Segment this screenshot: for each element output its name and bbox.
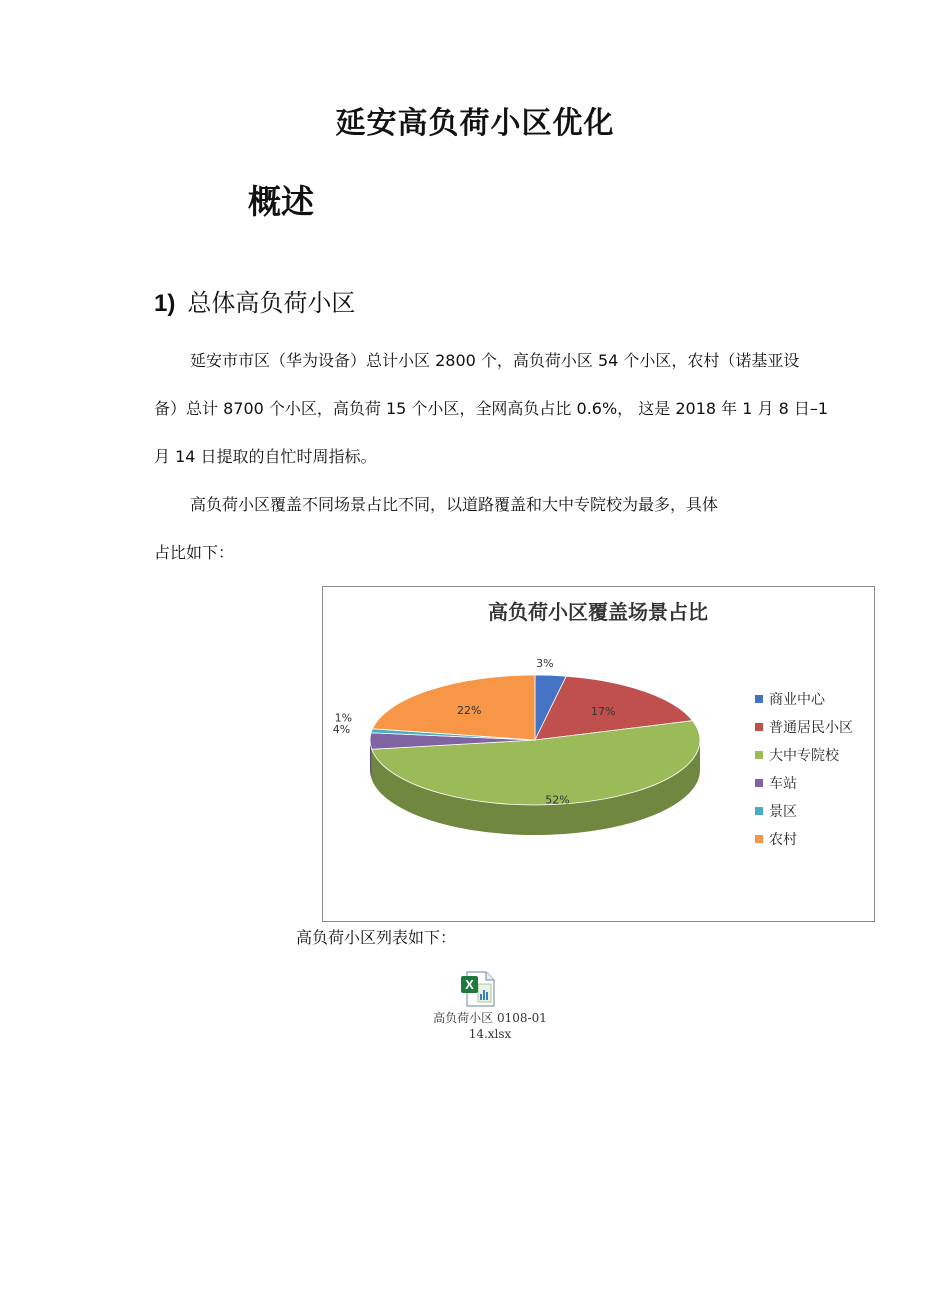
paragraph-line: 延安市市区（华为设备）总计小区 2800 个，高负荷小区 54 个小区，农村（诺基亚设 bbox=[190, 351, 800, 370]
subsection-heading bbox=[154, 283, 355, 318]
data-label: 22% bbox=[457, 704, 482, 718]
attachment-filename-line2: 14.xlsx bbox=[468, 1027, 512, 1041]
pie-chart bbox=[322, 586, 875, 922]
pie-chart-svg bbox=[323, 587, 874, 921]
legend-swatch bbox=[755, 835, 763, 843]
table-caption: 高负荷小区列表如下： bbox=[296, 928, 457, 947]
section-heading: 概述 bbox=[248, 182, 314, 221]
data-label: 52% bbox=[545, 793, 570, 807]
paragraph-line: 备）总计 8700 个小区，高负荷 15 个小区，全网高负占比 0.6%， 这是 2018 年 1 月 8 日–1 bbox=[154, 399, 829, 418]
legend-label: 车站 bbox=[769, 776, 797, 792]
data-label: 4% bbox=[332, 723, 351, 737]
legend-label: 大中专院校 bbox=[769, 748, 839, 764]
paragraph-line: 月 14 日提取的自忙时周指标。 bbox=[154, 447, 377, 466]
chart-title: 高负荷小区覆盖场景占比 bbox=[488, 600, 708, 624]
legend-label: 农村 bbox=[769, 832, 797, 848]
attachment-filename-line1: 高负荷小区 0108-01 bbox=[433, 1011, 547, 1025]
legend-label: 商业中心 bbox=[769, 692, 825, 708]
data-label: 1% bbox=[334, 711, 353, 725]
legend-label: 普通居民小区 bbox=[769, 720, 853, 736]
legend-swatch bbox=[755, 751, 763, 759]
subsection-number: 1) bbox=[154, 290, 176, 317]
paragraph-line: 高负荷小区覆盖不同场景占比不同，以道路覆盖和大中专院校为最多，具体 bbox=[190, 495, 719, 514]
legend-swatch bbox=[755, 779, 763, 787]
attachment-filename[interactable] bbox=[400, 1010, 580, 1042]
legend-swatch bbox=[755, 723, 763, 731]
svg-text:X: X bbox=[465, 977, 474, 992]
data-label: 3% bbox=[536, 657, 554, 670]
excel-file-icon[interactable] bbox=[459, 970, 497, 1008]
document-title: 延安高负荷小区优化 bbox=[335, 106, 615, 141]
legend-swatch bbox=[755, 695, 763, 703]
data-label: 17% bbox=[590, 704, 616, 718]
subsection-title: 总体高负荷小区 bbox=[187, 289, 356, 317]
paragraph-line: 占比如下： bbox=[154, 543, 235, 562]
pie-slice-农村 bbox=[373, 675, 535, 740]
legend-swatch bbox=[755, 807, 763, 815]
legend-label: 景区 bbox=[769, 804, 797, 820]
